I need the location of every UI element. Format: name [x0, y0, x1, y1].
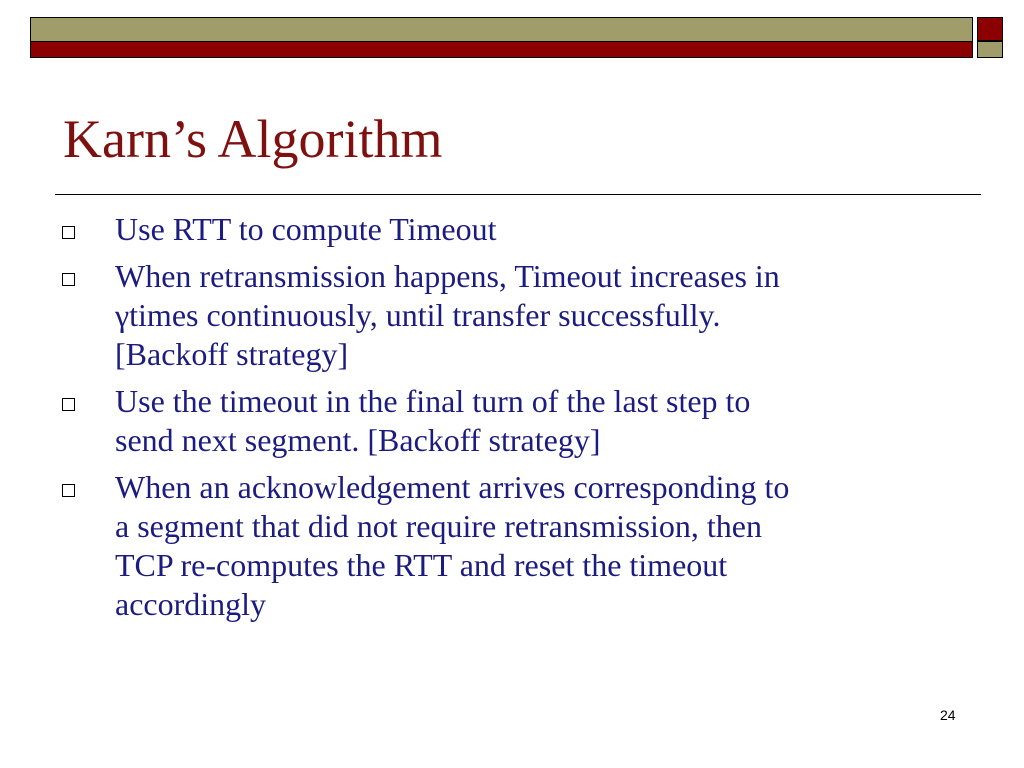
header-band [30, 17, 973, 58]
bullet-item [62, 382, 962, 460]
hollow-square-bullet-icon [62, 484, 75, 497]
hollow-square-bullet-icon [62, 398, 75, 411]
bullet-text: When an acknowledgement arrives corresponding to a segment that did not require retransmission, then TCP re-computes the RTT and reset the timeout accordingly [115, 469, 790, 622]
bullet-item [62, 468, 962, 624]
bullet-text: Use the timeout in the final turn of the last step to send next segment. [Backoff strategy] [115, 383, 751, 458]
bullet-item [62, 257, 962, 374]
corner-square-red [977, 17, 1003, 41]
bullet-list [62, 210, 962, 632]
page-number: 24 [940, 707, 956, 723]
title-divider [55, 194, 981, 195]
bullet-item [62, 210, 962, 249]
bullet-text: Use RTT to compute Timeout [115, 211, 497, 247]
slide-title: Karn’s Algorithm [63, 109, 443, 169]
bullet-text: When retransmission happens, Timeout increases in γtimes continuously, until transfer successfully. [Backoff strategy] [115, 258, 780, 372]
corner-square-olive [977, 41, 1003, 58]
header-band-olive-stripe [31, 18, 972, 42]
hollow-square-bullet-icon [62, 226, 75, 239]
hollow-square-bullet-icon [62, 273, 75, 286]
